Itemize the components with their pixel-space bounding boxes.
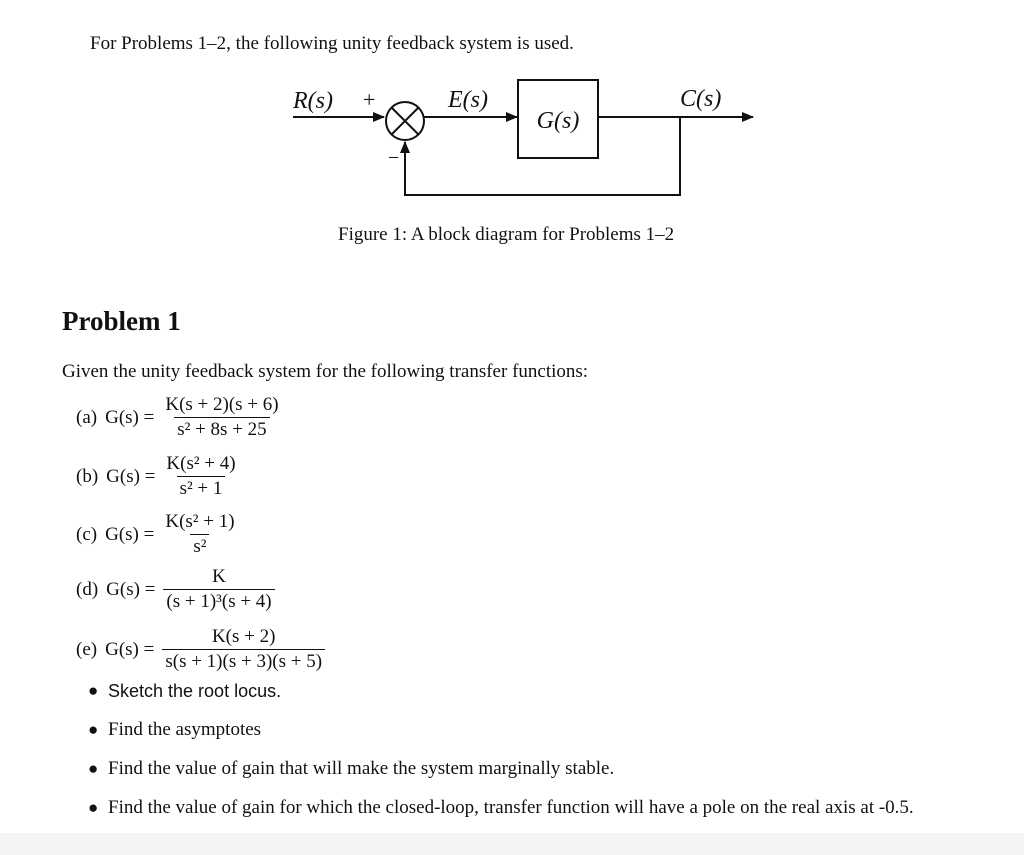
block-label: G(s): [536, 108, 580, 134]
task-text: Find the value of gain for which the closed-loop, transfer function will have a pole on the real axis at -0.5.: [108, 797, 914, 818]
error-label: E(s): [448, 87, 488, 113]
numerator: K(s² + 1): [165, 511, 235, 532]
bottom-bar: [0, 833, 1024, 855]
equation-label: (e): [76, 638, 98, 660]
equation-d: [76, 567, 275, 612]
denominator: s² + 8s + 25: [174, 417, 269, 440]
fraction: [162, 395, 281, 440]
input-label: R(s): [293, 88, 333, 114]
equation-lhs: G(s) =: [105, 638, 155, 660]
equation-lhs: G(s) =: [105, 523, 155, 545]
figure-caption: Figure 1: A block diagram for Problems 1–2: [338, 224, 675, 245]
denominator: s² + 1: [177, 476, 226, 499]
list-item: [88, 680, 914, 719]
minus-sign: −: [388, 147, 400, 169]
fraction: [163, 567, 274, 612]
fraction: [162, 627, 325, 672]
bullet-icon: ●: [88, 720, 99, 739]
problem-heading: Problem 1: [62, 306, 181, 336]
numerator: K(s + 2)(s + 6): [165, 394, 279, 415]
denominator: s(s + 1)(s + 3)(s + 5): [162, 649, 325, 672]
task-text: Sketch the root locus.: [108, 681, 282, 701]
list-item: [88, 719, 914, 758]
denominator: s²: [190, 534, 209, 557]
equation-lhs: G(s) =: [105, 406, 155, 428]
equation-label: (b): [76, 465, 99, 487]
equation-b: [76, 454, 239, 499]
task-text: Find the asymptotes: [108, 719, 262, 740]
equation-label: (c): [76, 523, 98, 545]
numerator: K(s² + 4): [166, 453, 236, 474]
numerator: K(s + 2): [211, 626, 276, 647]
equation-label: (a): [76, 406, 98, 428]
task-text: Find the value of gain that will make the system marginally stable.: [108, 758, 615, 779]
equation-lhs: G(s) =: [106, 578, 156, 600]
list-item: [88, 758, 914, 797]
numerator: K: [212, 566, 226, 587]
fraction: [163, 454, 238, 499]
list-item: [88, 797, 914, 836]
problem-statement: Given the unity feedback system for the following transfer functions:: [62, 361, 589, 382]
intro-text: For Problems 1–2, the following unity feedback system is used.: [90, 33, 574, 54]
equation-e: [76, 627, 325, 672]
bullet-icon: ●: [88, 759, 99, 778]
equation-lhs: G(s) =: [106, 465, 156, 487]
equation-c: [76, 512, 238, 557]
output-label: C(s): [680, 86, 722, 112]
denominator: (s + 1)³(s + 4): [163, 589, 274, 612]
equation-a: [76, 395, 282, 440]
equation-label: (d): [76, 578, 99, 600]
bullet-icon: ●: [88, 798, 99, 817]
plus-sign: +: [363, 87, 376, 112]
bullet-icon: ●: [88, 681, 99, 700]
fraction: [162, 512, 237, 557]
summing-junction: [386, 102, 424, 140]
block-diagram: [285, 78, 765, 203]
task-list: [88, 680, 914, 836]
